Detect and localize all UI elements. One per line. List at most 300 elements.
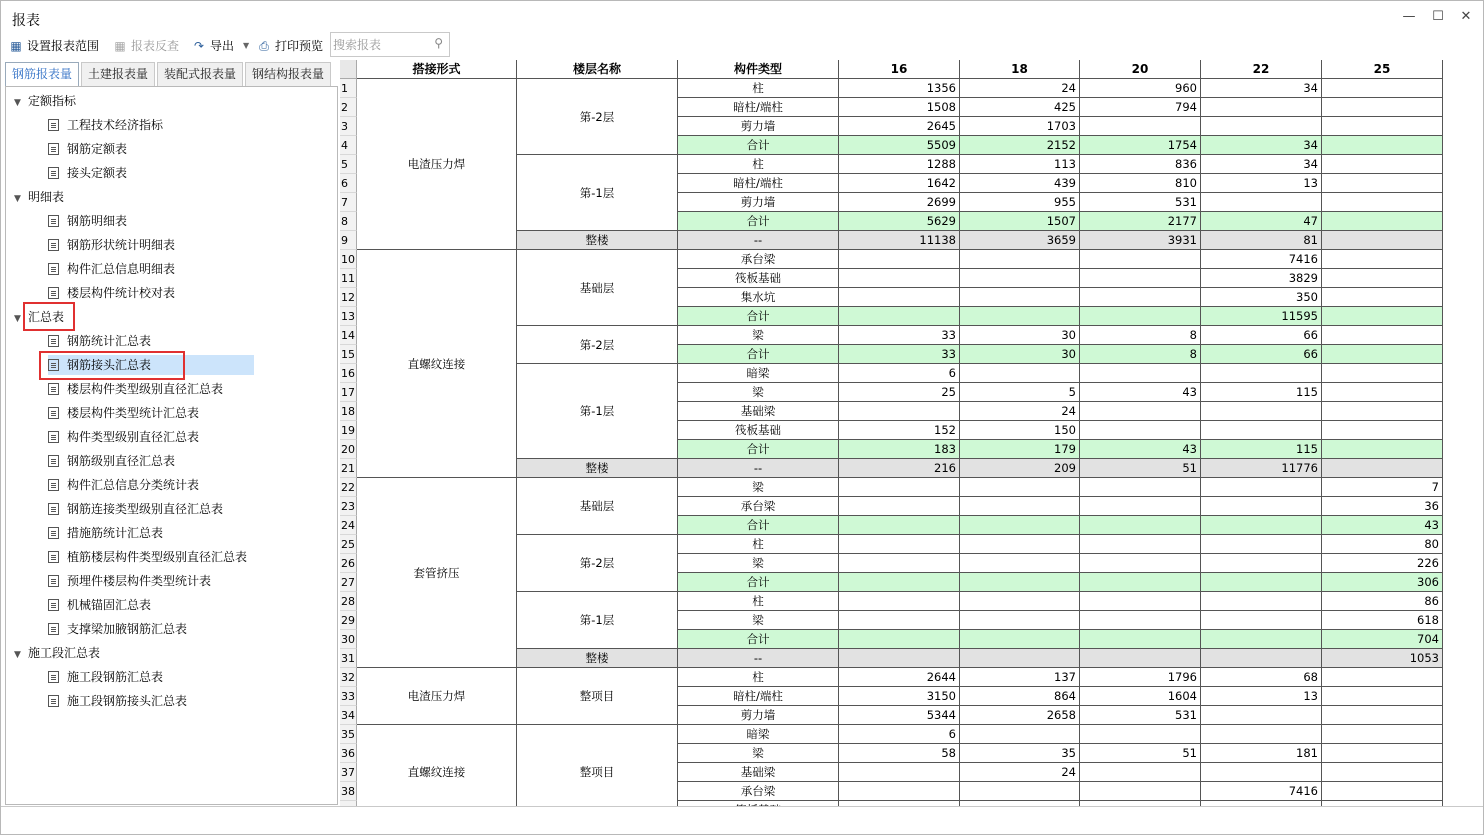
reverse-check-button[interactable]	[112, 36, 179, 56]
value-cell: 34	[1201, 136, 1322, 155]
value-cell	[1201, 98, 1322, 117]
report-doc-icon	[48, 527, 59, 539]
table-search-icon: ▦	[114, 39, 126, 53]
report-search-box[interactable]	[330, 32, 450, 57]
row-number[interactable]: 7	[340, 193, 357, 212]
value-cell	[839, 497, 960, 516]
value-cell: 794	[1080, 98, 1201, 117]
value-cell	[960, 535, 1080, 554]
set-range-label: 设置报表范围	[27, 39, 100, 53]
value-cell	[1080, 497, 1201, 516]
report-doc-icon	[48, 623, 59, 635]
value-cell	[1080, 763, 1201, 782]
value-cell	[1322, 459, 1443, 478]
value-cell: 113	[960, 155, 1080, 174]
value-cell	[1322, 402, 1443, 421]
tree-item[interactable]	[48, 547, 247, 567]
expand-arrow-icon[interactable]: ▼	[14, 194, 21, 204]
row-number[interactable]: 22	[340, 478, 357, 497]
report-search-input[interactable]	[333, 36, 429, 54]
tree-item[interactable]	[48, 667, 163, 687]
tree-item[interactable]	[48, 595, 151, 615]
value-cell: 25	[839, 383, 960, 402]
component-type-cell: 暗柱/端柱	[678, 687, 839, 706]
value-cell	[1201, 554, 1322, 573]
value-cell: 531	[1080, 706, 1201, 725]
tree-item-label: 措施筋统计汇总表	[67, 526, 164, 540]
value-cell	[1201, 193, 1322, 212]
connection-type-cell: 电渣压力焊	[357, 668, 517, 725]
value-cell	[839, 478, 960, 497]
report-doc-icon	[48, 119, 59, 131]
value-cell	[839, 763, 960, 782]
value-cell	[960, 288, 1080, 307]
window-title: 报表	[12, 13, 40, 29]
tree-item[interactable]	[48, 691, 187, 711]
report-doc-icon	[48, 431, 59, 443]
component-type-cell: 剪力墙	[678, 193, 839, 212]
row-number[interactable]: 26	[340, 554, 357, 573]
value-cell: 810	[1080, 174, 1201, 193]
row-number[interactable]: 37	[340, 763, 357, 782]
row-number[interactable]: 19	[340, 421, 357, 440]
value-cell: 960	[1080, 79, 1201, 98]
tree-item[interactable]	[48, 499, 223, 519]
component-type-cell: 梁	[678, 744, 839, 763]
value-cell: 150	[960, 421, 1080, 440]
export-button[interactable]	[191, 36, 249, 56]
floor-name-cell: 基础层	[517, 478, 678, 535]
report-doc-icon	[48, 575, 59, 587]
component-type-cell: --	[678, 459, 839, 478]
report-tree	[5, 86, 338, 805]
row-number[interactable]: 13	[340, 307, 357, 326]
value-cell	[1080, 535, 1201, 554]
row-number[interactable]: 20	[340, 440, 357, 459]
value-cell	[960, 478, 1080, 497]
value-cell	[1322, 117, 1443, 136]
value-cell	[960, 364, 1080, 383]
value-cell	[1322, 326, 1443, 345]
value-cell	[1322, 440, 1443, 459]
floor-name-cell: 第-2层	[517, 79, 678, 155]
component-type-cell: 承台梁	[678, 250, 839, 269]
value-cell: 1642	[839, 174, 960, 193]
value-cell: 1703	[960, 117, 1080, 136]
value-cell	[1201, 535, 1322, 554]
tree-item[interactable]	[48, 283, 175, 303]
value-cell	[1201, 117, 1322, 136]
row-number[interactable]: 21	[340, 459, 357, 478]
tree-item[interactable]	[48, 259, 175, 279]
connection-type-cell: 套管挤压	[357, 478, 517, 668]
value-cell: 66	[1201, 326, 1322, 345]
row-number[interactable]: 1	[340, 79, 357, 98]
tree-item[interactable]	[48, 163, 127, 183]
value-cell: 86	[1322, 592, 1443, 611]
value-cell	[1080, 288, 1201, 307]
component-type-cell: 梁	[678, 611, 839, 630]
value-cell: 3931	[1080, 231, 1201, 250]
component-type-cell: 暗梁	[678, 364, 839, 383]
row-number[interactable]: 12	[340, 288, 357, 307]
row-number[interactable]: 32	[340, 668, 357, 687]
tab-2[interactable]: 土建报表量	[81, 62, 155, 86]
report-doc-icon	[48, 143, 59, 155]
value-cell	[1322, 744, 1443, 763]
value-cell	[1201, 725, 1322, 744]
search-icon[interactable]: ⚲	[434, 36, 443, 50]
report-doc-icon	[48, 551, 59, 563]
tab-1[interactable]: 钢筋报表量	[5, 62, 79, 86]
tree-item[interactable]	[48, 523, 163, 543]
value-cell	[1080, 554, 1201, 573]
row-number[interactable]: 3	[340, 117, 357, 136]
value-cell: 6	[839, 364, 960, 383]
value-cell	[960, 725, 1080, 744]
component-type-cell: 柱	[678, 668, 839, 687]
value-cell	[839, 402, 960, 421]
value-cell	[1322, 155, 1443, 174]
report-doc-icon	[48, 239, 59, 251]
tree-item-label: 钢筋明细表	[67, 214, 128, 228]
component-type-cell: 暗梁	[678, 725, 839, 744]
value-cell: 30	[960, 326, 1080, 345]
value-cell	[1201, 630, 1322, 649]
floor-name-cell: 整楼	[517, 459, 678, 478]
tree-item[interactable]	[48, 403, 199, 423]
value-cell: 24	[960, 763, 1080, 782]
value-cell: 7416	[1201, 782, 1322, 801]
dropdown-arrow-icon[interactable]: ▼	[243, 41, 250, 50]
row-number[interactable]: 25	[340, 535, 357, 554]
connection-type-cell: 直螺纹连接	[357, 250, 517, 478]
value-cell	[960, 497, 1080, 516]
value-cell	[1201, 364, 1322, 383]
row-number[interactable]: 17	[340, 383, 357, 402]
expand-arrow-icon[interactable]: ▼	[14, 650, 21, 660]
component-type-cell: 梁	[678, 383, 839, 402]
value-cell: 43	[1080, 383, 1201, 402]
floor-name-cell: 整项目	[517, 668, 678, 725]
value-cell	[960, 782, 1080, 801]
report-tabs	[5, 62, 333, 86]
value-cell	[1322, 364, 1443, 383]
maximize-icon[interactable]: ☐	[1432, 9, 1444, 24]
value-cell: 51	[1080, 744, 1201, 763]
print-preview-button[interactable]	[256, 36, 323, 56]
value-cell	[1322, 288, 1443, 307]
value-cell	[1322, 174, 1443, 193]
value-cell: 2658	[960, 706, 1080, 725]
value-cell	[1080, 725, 1201, 744]
component-type-cell: 合计	[678, 345, 839, 364]
report-doc-icon	[48, 335, 59, 347]
value-cell: 531	[1080, 193, 1201, 212]
tree-group-label: 汇总表	[28, 310, 65, 324]
tree-item-label: 楼层构件类型统计汇总表	[67, 406, 200, 420]
tree-item-label: 工程技术经济指标	[67, 118, 164, 132]
tree-item[interactable]	[48, 115, 163, 135]
row-number[interactable]: 24	[340, 516, 357, 535]
row-number[interactable]: 8	[340, 212, 357, 231]
value-cell: 3659	[960, 231, 1080, 250]
value-cell: 8	[1080, 345, 1201, 364]
component-type-cell: 暗柱/端柱	[678, 98, 839, 117]
value-cell	[839, 573, 960, 592]
value-cell: 80	[1322, 535, 1443, 554]
row-number[interactable]: 10	[340, 250, 357, 269]
value-cell: 618	[1322, 611, 1443, 630]
value-cell: 68	[1201, 668, 1322, 687]
value-cell	[839, 649, 960, 668]
value-cell	[960, 250, 1080, 269]
value-cell: 1356	[839, 79, 960, 98]
value-cell	[839, 269, 960, 288]
grid-settings-icon: ▦	[10, 39, 22, 53]
value-cell: 36	[1322, 497, 1443, 516]
component-type-cell: 基础梁	[678, 402, 839, 421]
row-number[interactable]: 6	[340, 174, 357, 193]
row-number[interactable]: 28	[340, 592, 357, 611]
tree-item[interactable]	[48, 235, 175, 255]
value-cell: 43	[1322, 516, 1443, 535]
value-cell	[1080, 573, 1201, 592]
value-cell	[1322, 421, 1443, 440]
value-cell	[839, 535, 960, 554]
component-type-cell: --	[678, 231, 839, 250]
value-cell	[1322, 763, 1443, 782]
connection-type-cell: 直螺纹连接	[357, 725, 517, 820]
value-cell: 3150	[839, 687, 960, 706]
value-cell: 183	[839, 440, 960, 459]
value-cell: 1754	[1080, 136, 1201, 155]
value-cell	[1322, 345, 1443, 364]
row-number[interactable]: 23	[340, 497, 357, 516]
column-header: 搭接形式	[357, 60, 517, 79]
tree-item[interactable]	[48, 451, 175, 471]
row-number[interactable]: 30	[340, 630, 357, 649]
column-header: 25	[1322, 60, 1443, 79]
tree-item-label: 钢筋形状统计明细表	[67, 238, 176, 252]
set-range-button[interactable]	[8, 36, 99, 56]
report-doc-icon	[48, 599, 59, 611]
value-cell	[960, 573, 1080, 592]
value-cell: 34	[1201, 79, 1322, 98]
value-cell	[1080, 782, 1201, 801]
value-cell: 1796	[1080, 668, 1201, 687]
row-number[interactable]: 16	[340, 364, 357, 383]
value-cell	[960, 649, 1080, 668]
value-cell	[960, 554, 1080, 573]
value-cell: 152	[839, 421, 960, 440]
value-cell: 836	[1080, 155, 1201, 174]
component-type-cell: 柱	[678, 535, 839, 554]
report-doc-icon	[48, 215, 59, 227]
value-cell: 306	[1322, 573, 1443, 592]
minimize-icon[interactable]: —	[1402, 9, 1416, 24]
value-cell: 5	[960, 383, 1080, 402]
tree-item[interactable]	[48, 331, 151, 351]
value-cell: 6	[839, 725, 960, 744]
highlight-box	[39, 351, 185, 380]
value-cell	[839, 250, 960, 269]
value-cell: 47	[1201, 212, 1322, 231]
row-number[interactable]: 18	[340, 402, 357, 421]
component-type-cell: 基础梁	[678, 763, 839, 782]
row-number[interactable]: 5	[340, 155, 357, 174]
row-number[interactable]: 15	[340, 345, 357, 364]
value-cell	[1080, 421, 1201, 440]
tree-item[interactable]	[48, 379, 223, 399]
value-cell: 115	[1201, 383, 1322, 402]
tree-item-label: 楼层构件统计校对表	[67, 286, 176, 300]
row-number[interactable]: 11	[340, 269, 357, 288]
value-cell	[1322, 687, 1443, 706]
tree-item-label: 植筋楼层构件类型级别直径汇总表	[67, 550, 248, 564]
column-header: 构件类型	[678, 60, 839, 79]
value-cell: 33	[839, 345, 960, 364]
report-doc-icon	[48, 167, 59, 179]
tree-item[interactable]	[48, 139, 127, 159]
value-cell	[839, 554, 960, 573]
tree-group[interactable]	[14, 187, 64, 207]
tab-3[interactable]: 装配式报表量	[157, 62, 243, 86]
column-header: 22	[1201, 60, 1322, 79]
value-cell	[1201, 706, 1322, 725]
column-header: 楼层名称	[517, 60, 678, 79]
value-cell: 209	[960, 459, 1080, 478]
value-cell: 3829	[1201, 269, 1322, 288]
value-cell: 11138	[839, 231, 960, 250]
row-number[interactable]: 14	[340, 326, 357, 345]
tree-group-label: 定额指标	[28, 94, 77, 108]
report-doc-icon	[48, 479, 59, 491]
value-cell	[839, 288, 960, 307]
row-number[interactable]: 33	[340, 687, 357, 706]
column-header: 16	[839, 60, 960, 79]
report-grid	[340, 60, 1483, 805]
value-cell: 181	[1201, 744, 1322, 763]
tree-item-label: 施工段钢筋接头汇总表	[67, 694, 188, 708]
value-cell: 1604	[1080, 687, 1201, 706]
title-bar	[1, 1, 1483, 33]
value-cell	[1080, 307, 1201, 326]
value-cell: 1507	[960, 212, 1080, 231]
close-icon[interactable]: ✕	[1460, 9, 1472, 24]
value-cell: 58	[839, 744, 960, 763]
value-cell: 226	[1322, 554, 1443, 573]
value-cell	[1080, 364, 1201, 383]
tree-item[interactable]	[48, 571, 211, 591]
expand-arrow-icon[interactable]: ▼	[14, 314, 21, 324]
component-type-cell: 筏板基础	[678, 421, 839, 440]
value-cell: 115	[1201, 440, 1322, 459]
report-tree-panel	[2, 60, 339, 805]
component-type-cell: 剪力墙	[678, 706, 839, 725]
value-cell: 7	[1322, 478, 1443, 497]
value-cell	[1322, 79, 1443, 98]
tree-item-label: 构件汇总信息明细表	[67, 262, 176, 276]
tree-group-label: 施工段汇总表	[28, 646, 101, 660]
value-cell	[1201, 516, 1322, 535]
value-cell	[960, 630, 1080, 649]
row-number[interactable]: 31	[340, 649, 357, 668]
component-type-cell: 合计	[678, 136, 839, 155]
value-cell	[1322, 231, 1443, 250]
floor-name-cell: 第-2层	[517, 535, 678, 592]
row-number[interactable]: 38	[340, 782, 357, 801]
column-header: 20	[1080, 60, 1201, 79]
value-cell	[960, 516, 1080, 535]
tree-group[interactable]	[14, 91, 76, 111]
floor-name-cell: 基础层	[517, 250, 678, 326]
tab-4[interactable]: 钢结构报表量	[245, 62, 331, 86]
report-doc-icon	[48, 263, 59, 275]
value-cell	[960, 269, 1080, 288]
print-preview-label: 打印预览	[275, 39, 324, 53]
value-cell	[1322, 98, 1443, 117]
row-number[interactable]: 36	[340, 744, 357, 763]
component-type-cell: 合计	[678, 630, 839, 649]
value-cell: 5629	[839, 212, 960, 231]
report-doc-icon	[48, 503, 59, 515]
report-doc-icon	[48, 383, 59, 395]
tree-item[interactable]	[48, 475, 199, 495]
expand-arrow-icon[interactable]: ▼	[14, 98, 21, 108]
value-cell	[839, 611, 960, 630]
value-cell	[960, 611, 1080, 630]
grid-corner	[340, 60, 357, 79]
tree-item-label: 钢筋统计汇总表	[67, 334, 152, 348]
value-cell: 24	[960, 402, 1080, 421]
row-number[interactable]: 2	[340, 98, 357, 117]
value-cell	[1080, 630, 1201, 649]
value-cell: 13	[1201, 687, 1322, 706]
row-number[interactable]: 29	[340, 611, 357, 630]
floor-name-cell: 第-1层	[517, 592, 678, 649]
report-doc-icon	[48, 407, 59, 419]
value-cell	[1080, 269, 1201, 288]
component-type-cell: --	[678, 649, 839, 668]
value-cell	[1201, 573, 1322, 592]
tree-item[interactable]	[48, 427, 199, 447]
tree-item[interactable]	[48, 619, 187, 639]
row-number[interactable]: 4	[340, 136, 357, 155]
component-type-cell: 梁	[678, 326, 839, 345]
tree-group[interactable]	[14, 643, 100, 663]
value-cell: 11776	[1201, 459, 1322, 478]
tree-item-label: 构件汇总信息分类统计表	[67, 478, 200, 492]
value-cell: 216	[839, 459, 960, 478]
tree-item-label: 接头定额表	[67, 166, 128, 180]
value-cell: 864	[960, 687, 1080, 706]
row-number[interactable]: 35	[340, 725, 357, 744]
row-number[interactable]: 34	[340, 706, 357, 725]
tree-item-label: 构件类型级别直径汇总表	[67, 430, 200, 444]
toolbar	[1, 33, 1483, 59]
row-number[interactable]: 27	[340, 573, 357, 592]
value-cell: 5344	[839, 706, 960, 725]
value-cell	[1201, 497, 1322, 516]
value-cell	[1080, 117, 1201, 136]
tree-item[interactable]	[48, 211, 127, 231]
component-type-cell: 合计	[678, 307, 839, 326]
row-number[interactable]: 9	[340, 231, 357, 250]
value-cell	[1322, 725, 1443, 744]
value-cell	[960, 307, 1080, 326]
value-cell: 81	[1201, 231, 1322, 250]
